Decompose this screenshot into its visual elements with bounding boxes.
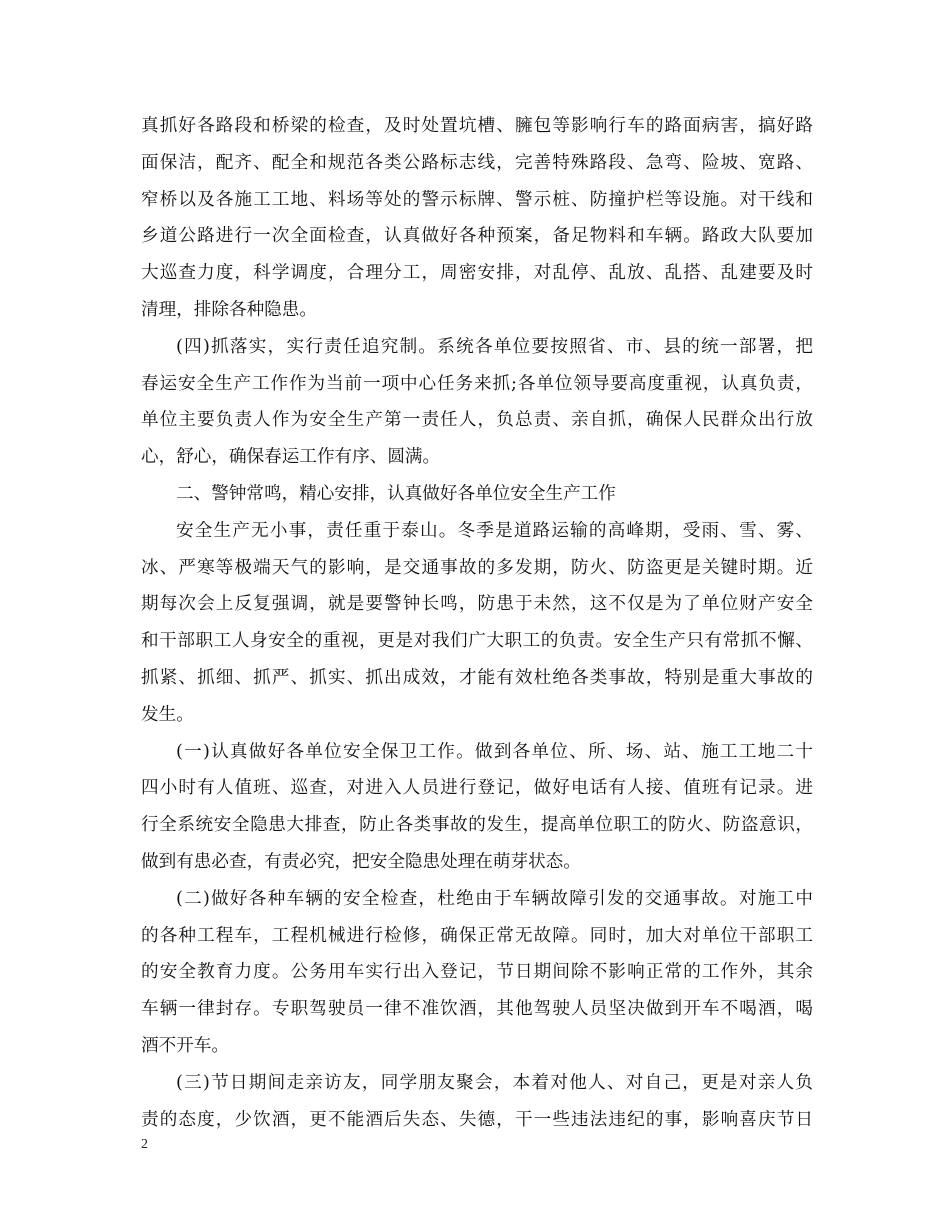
text-line: (二)做好各种车辆的安全检查，杜绝由于车辆故障引发的交通事故。对施工中 <box>176 888 813 909</box>
text-line: 抓紧、抓细、抓严、抓实、抓出成效，才能有效杜绝各类事故，特别是重大事故的 <box>141 667 813 688</box>
text-line: 面保洁，配齐、配全和规范各类公路标志线，完善特殊路段、急弯、险坡、宽路、 <box>141 152 813 173</box>
text-line: 窄桥以及各施工工地、料场等处的警示标牌、警示桩、防撞护栏等设施。对干线和 <box>141 189 813 210</box>
text-line: (三)节日期间走亲访友，同学朋友聚会，本着对他人、对自己，更是对亲人负 <box>176 1072 813 1093</box>
text-line: 四小时有人值班、巡查，对进入人员进行登记，做好电话有人接、值班有记录。进 <box>141 778 813 799</box>
text-line: 责的态度，少饮酒，更不能酒后失态、失德，干一些违法违纪的事，影响喜庆节日 <box>141 1109 813 1130</box>
text-line: 安全生产无小事，责任重于泰山。冬季是道路运输的高峰期，受雨、雪、雾、 <box>176 520 813 541</box>
text-line: 行全系统安全隐患大排查，防止各类事故的发生，提高单位职工的防火、防盗意识， <box>141 815 813 836</box>
text-line: 和干部职工人身安全的重视，更是对我们广大职工的负责。安全生产只有常抓不懈、 <box>141 631 813 652</box>
text-line: 心，舒心，确保春运工作有序、圆满。 <box>141 447 441 468</box>
text-line: 真抓好各路段和桥梁的检查，及时处置坑槽、臃包等影响行车的路面病害，搞好路 <box>141 116 813 136</box>
text-line: 乡道公路进行一次全面检查，认真做好各种预案，备足物料和车辆。路政大队要加 <box>141 226 813 247</box>
text-line: 车辆一律封存。专职驾驶员一律不准饮酒，其他驾驶人员坚决做到开车不喝酒，喝 <box>141 999 813 1020</box>
text-line: 清理，排除各种隐患。 <box>141 299 317 320</box>
text-line: 发生。 <box>141 704 194 725</box>
text-line: (一)认真做好各单位安全保卫工作。做到各单位、所、场、站、施工工地二十 <box>176 741 813 762</box>
document-body <box>141 108 813 1138</box>
text-line: 做到有患必查，有责必究，把安全隐患处理在萌芽状态。 <box>141 851 581 872</box>
text-line: 期每次会上反复强调，就是要警钟长鸣，防患于未然，这不仅是为了单位财产安全 <box>141 594 813 615</box>
text-line: 冰、严寒等极端天气的影响，是交通事故的多发期，防火、防盗更是关键时期。近 <box>141 557 813 578</box>
text-line: 的各种工程车，工程机械进行检修，确保正常无故障。同时，加大对单位干部职工 <box>141 925 813 946</box>
text-line: 春运安全生产工作作为当前一项中心任务来抓;各单位领导要高度重视，认真负责， <box>141 373 813 394</box>
text-line: 的安全教育力度。公务用车实行出入登记，节日期间除不影响正常的工作外，其余 <box>141 962 813 983</box>
text-line: 酒不开车。 <box>141 1035 229 1056</box>
text-line: 单位主要负责人作为安全生产第一责任人，负总责、亲自抓，确保人民群众出行放 <box>141 410 813 431</box>
text-line: 大巡查力度，科学调度，合理分工，周密安排，对乱停、乱放、乱搭、乱建要及时 <box>141 263 813 284</box>
text-line: (四)抓落实，实行责任追究制。系统各单位要按照省、市、县的统一部署，把 <box>176 336 813 357</box>
text-line: 二、警钟常鸣，精心安排，认真做好各单位安全生产工作 <box>176 483 616 504</box>
page-number: 2 <box>141 1137 148 1152</box>
